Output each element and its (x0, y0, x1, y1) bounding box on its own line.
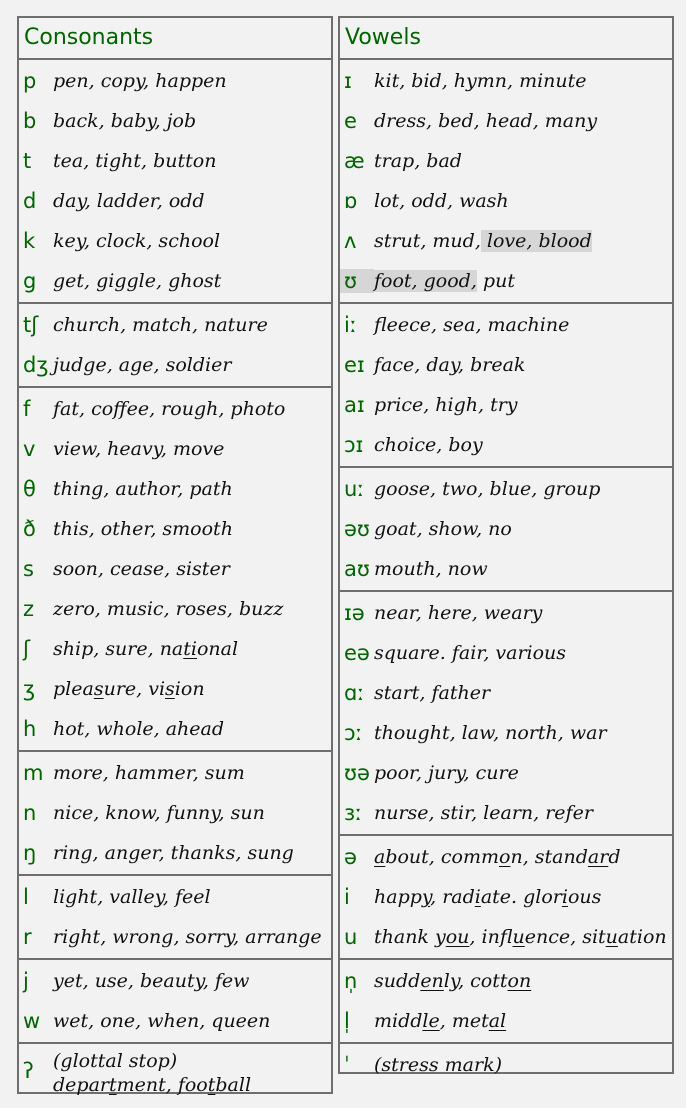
example-words: kit, bid, hymn, minute (374, 70, 587, 92)
underlined-segment: i (474, 886, 481, 908)
ipa-symbol: n (23, 801, 37, 825)
example-words: start, father (374, 682, 491, 704)
example-words: back, baby, job (53, 110, 197, 132)
underlined-segment: s (165, 678, 175, 700)
underlined-segment: ti (183, 638, 197, 660)
example-words (53, 638, 238, 660)
example-words: (stress mark) (374, 1054, 503, 1076)
ipa-symbol: ɔː (344, 721, 363, 745)
ipa-symbol: w (23, 1009, 41, 1033)
text-segment: , infl (469, 926, 513, 948)
ipa-row (340, 101, 672, 141)
example-words (374, 846, 620, 868)
text-segment: depar (53, 1074, 109, 1096)
ipa-symbol: əʊ (344, 517, 370, 541)
ipa-row (340, 305, 672, 345)
text-segment: midd (374, 1010, 423, 1032)
underlined-segment: i (561, 886, 568, 908)
vowels-group (340, 304, 672, 468)
text-segment: plea (53, 678, 94, 700)
ipa-row (19, 589, 331, 629)
example-words: hot, whole, ahead (53, 718, 225, 740)
consonants-group (19, 876, 331, 960)
text-segment: foot, good, (374, 270, 477, 292)
ipa-symbol: aʊ (344, 557, 370, 581)
ipa-symbol: f (23, 397, 31, 421)
example-words: face, day, break (374, 354, 526, 376)
ipa-symbol: ɜː (344, 801, 363, 825)
underlined-segment: ar (587, 846, 609, 868)
ipa-symbol: ʔ (23, 1059, 34, 1083)
vowels-group (340, 1044, 672, 1086)
ipa-symbol: b (23, 109, 37, 133)
example-words: this, other, smooth (53, 518, 233, 540)
consonants-group (19, 1044, 331, 1104)
ipa-symbol: p (23, 69, 37, 93)
example-words: choice, boy (374, 434, 483, 456)
ipa-symbol: v (23, 437, 36, 461)
example-words: light, valley, feel (53, 886, 211, 908)
ipa-row (340, 385, 672, 425)
ipa-row (340, 1045, 672, 1085)
example-words: square. fair, various (374, 642, 567, 664)
underlined-segment: o (499, 846, 511, 868)
underlined-segment: le (422, 1010, 440, 1032)
text-segment: , met (439, 1010, 489, 1032)
text-segment: love, blood (480, 230, 592, 252)
vowels-group (340, 592, 672, 836)
vowels-header: Vowels (340, 18, 672, 60)
underlined-segment: en (420, 970, 444, 992)
example-words: dress, bed, head, many (374, 110, 598, 132)
consonants-panel (17, 16, 333, 1094)
ipa-symbol: tʃ (23, 313, 39, 337)
ipa-symbol: ʒ (23, 677, 36, 701)
ipa-row (19, 181, 331, 221)
ipa-symbol: ˈ (344, 1053, 350, 1077)
example-words: price, high, try (374, 394, 518, 416)
ipa-row (19, 669, 331, 709)
example-words: lot, odd, wash (374, 190, 509, 212)
example-words: thought, law, north, war (374, 722, 607, 744)
underlined-segment: s (93, 678, 104, 700)
text-segment: ion (174, 678, 205, 700)
consonants-header: Consonants (19, 18, 331, 60)
ipa-row (19, 509, 331, 549)
ipa-symbol: uː (344, 477, 365, 501)
consonants-groups (19, 60, 331, 1104)
example-words: zero, music, roses, buzz (53, 598, 284, 620)
text-segment: ence, sit (524, 926, 606, 948)
example-words: yet, use, beauty, few (53, 970, 250, 992)
ipa-row (340, 593, 672, 633)
example-words: nice, know, funny, sun (53, 802, 265, 824)
example-words: trap, bad (374, 150, 462, 172)
ipa-row (340, 673, 672, 713)
ipa-symbol: t (23, 149, 32, 173)
text-segment: (glottal stop) (53, 1050, 178, 1072)
ipa-symbol: ɒ (344, 189, 358, 213)
example-words (374, 970, 531, 992)
ipa-row (19, 261, 331, 301)
example-words: fat, coffee, rough, photo (53, 398, 286, 420)
ipa-row (19, 961, 331, 1001)
ipa-symbol: ɪ (344, 69, 352, 93)
ipa-row (19, 1001, 331, 1041)
ipa-symbol: ʌ (344, 229, 357, 253)
vowels-group (340, 468, 672, 592)
ipa-row (340, 793, 672, 833)
ipa-row (340, 141, 672, 181)
example-words (53, 1045, 251, 1097)
ipa-row (19, 793, 331, 833)
ipa-row (19, 833, 331, 873)
example-words: goose, two, blue, group (374, 478, 601, 500)
ipa-row (340, 61, 672, 101)
ipa-symbol: dʒ (23, 353, 49, 377)
ipa-row (19, 1045, 331, 1103)
ipa-row (340, 1001, 672, 1041)
ipa-row (19, 917, 331, 957)
ipa-row (19, 709, 331, 749)
ipa-symbol: g (23, 269, 37, 293)
text-segment: bout, comm (385, 846, 499, 868)
ipa-row (340, 221, 672, 261)
vowels-group (340, 60, 672, 304)
example-words: wet, one, when, queen (53, 1010, 271, 1032)
consonants-group (19, 960, 331, 1044)
text-segment: onal (196, 638, 239, 660)
ipa-symbol: ɪə (344, 601, 365, 625)
ipa-row (19, 141, 331, 181)
vowels-group (340, 960, 672, 1044)
ipa-symbol: aɪ (344, 393, 365, 417)
ipa-symbol: i (344, 885, 350, 909)
consonants-group (19, 304, 331, 388)
ipa-symbol: l̩ (344, 1009, 350, 1033)
text-segment: happ (374, 886, 422, 908)
ipa-symbol: u (344, 925, 358, 949)
text-segment: ous (567, 886, 602, 908)
ipa-row (340, 753, 672, 793)
consonants-group (19, 388, 331, 752)
ipa-symbol: ð (23, 517, 36, 541)
ipa-symbol: h (23, 717, 37, 741)
example-words: pen, copy, happen (53, 70, 227, 92)
ipa-row (19, 877, 331, 917)
example-words: day, ladder, odd (53, 190, 205, 212)
example-words: nurse, stir, learn, refer (374, 802, 593, 824)
example-words (374, 1010, 506, 1032)
ipa-row (340, 917, 672, 957)
ipa-symbol: e (344, 109, 357, 133)
text-segment: put (476, 270, 515, 292)
consonants-group (19, 752, 331, 876)
underlined-segment: u (512, 926, 525, 948)
text-segment: thank y (374, 926, 446, 948)
ipa-symbol: r (23, 925, 32, 949)
underlined-segment: y (421, 886, 431, 908)
example-words (374, 926, 667, 948)
example-words: right, wrong, sorry, arrange (53, 926, 322, 948)
ipa-symbol: ʊ (340, 269, 374, 293)
text-segment: ball (215, 1074, 252, 1096)
ipa-row (340, 345, 672, 385)
example-words: view, heavy, move (53, 438, 225, 460)
ipa-row (19, 429, 331, 469)
text-segment: ly, cott (443, 970, 508, 992)
ipa-row (340, 837, 672, 877)
ipa-symbol: ɑː (344, 681, 365, 705)
example-words: fleece, sea, machine (374, 314, 570, 336)
underlined-segment: a (374, 846, 386, 868)
ipa-row (340, 633, 672, 673)
example-words: soon, cease, sister (53, 558, 230, 580)
ipa-symbol: j (23, 969, 29, 993)
ipa-row (340, 549, 672, 589)
example-words: key, clock, school (53, 230, 221, 252)
ipa-row (19, 753, 331, 793)
ipa-row (19, 389, 331, 429)
ipa-symbol: ə (344, 845, 357, 869)
example-words: mouth, now (374, 558, 488, 580)
example-words: poor, jury, cure (374, 762, 519, 784)
ipa-symbol: θ (23, 477, 36, 501)
ipa-row (340, 261, 672, 301)
ipa-symbol: k (23, 229, 36, 253)
example-words (374, 270, 515, 292)
ipa-row (340, 509, 672, 549)
underlined-segment: t (207, 1074, 216, 1096)
text-segment: d (608, 846, 621, 868)
text-segment: n, stand (510, 846, 588, 868)
ipa-row (19, 629, 331, 669)
underlined-segment: al (488, 1010, 507, 1032)
ipa-symbol: eə (344, 641, 370, 665)
text-segment: ship, sure, na (53, 638, 184, 660)
example-words: judge, age, soldier (53, 354, 232, 376)
example-words: church, match, nature (53, 314, 268, 336)
underlined-segment: ou (445, 926, 470, 948)
ipa-row (340, 469, 672, 509)
example-words: ring, anger, thanks, sung (53, 842, 294, 864)
example-words: thing, author, path (53, 478, 233, 500)
ipa-symbol: ʃ (23, 637, 31, 661)
underlined-segment: u (605, 926, 618, 948)
text-segment: sudd (374, 970, 421, 992)
example-words: get, giggle, ghost (53, 270, 222, 292)
underlined-segment: on (507, 970, 532, 992)
example-words (374, 886, 601, 908)
ipa-symbol: eɪ (344, 353, 365, 377)
text-segment: , rad (430, 886, 475, 908)
ipa-row (340, 877, 672, 917)
ipa-row (340, 425, 672, 465)
example-words: near, here, weary (374, 602, 543, 624)
ipa-row (19, 549, 331, 589)
ipa-symbol: ŋ (23, 841, 37, 865)
text-segment: ment, foo (116, 1074, 208, 1096)
example-words: tea, tight, button (53, 150, 217, 172)
ipa-row (19, 221, 331, 261)
vowels-groups (340, 60, 672, 1086)
ipa-symbol: l (23, 885, 29, 909)
ipa-row (19, 469, 331, 509)
underlined-segment: t (108, 1074, 117, 1096)
text-segment: ation (617, 926, 667, 948)
vowels-panel (338, 16, 674, 1077)
text-segment: ate. glor (480, 886, 562, 908)
example-words (374, 230, 592, 252)
text-segment: ure, vi (103, 678, 166, 700)
ipa-row (340, 713, 672, 753)
ipa-symbol: æ (344, 149, 365, 173)
ipa-row (19, 101, 331, 141)
example-words (53, 678, 205, 700)
vowels-group (340, 836, 672, 960)
ipa-row (19, 61, 331, 101)
text-segment: strut, mud, (374, 230, 481, 252)
ipa-symbol: n̩ (344, 969, 358, 993)
ipa-symbol: s (23, 557, 34, 581)
ipa-row (340, 181, 672, 221)
example-words: more, hammer, sum (53, 762, 245, 784)
ipa-symbol: m (23, 761, 44, 785)
ipa-symbol: ɔɪ (344, 433, 364, 457)
ipa-row (19, 305, 331, 345)
ipa-row (19, 345, 331, 385)
consonants-group (19, 60, 331, 304)
example-words: goat, show, no (374, 518, 512, 540)
ipa-symbol: ʊə (344, 761, 370, 785)
ipa-symbol: iː (344, 313, 357, 337)
ipa-symbol: z (23, 597, 35, 621)
ipa-symbol: d (23, 189, 37, 213)
ipa-row (340, 961, 672, 1001)
